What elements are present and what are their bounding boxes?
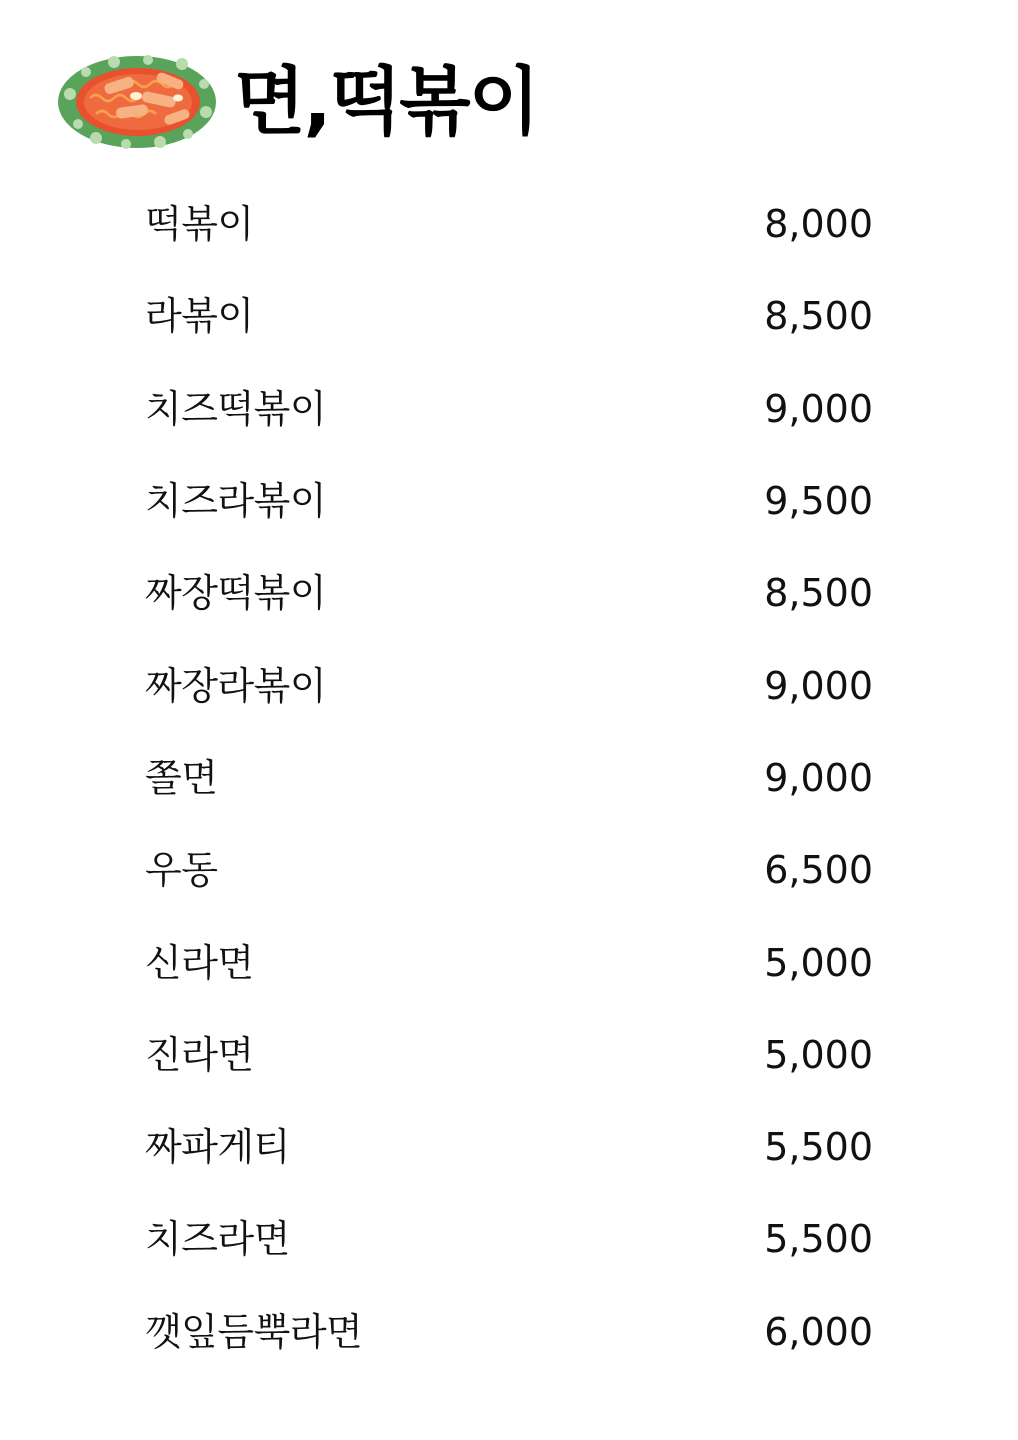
- menu-item: [145, 1286, 873, 1378]
- menu-item: [145, 363, 873, 455]
- menu-item: [145, 916, 873, 1008]
- menu-item-price: 8,000: [764, 202, 873, 247]
- menu-item: [145, 824, 873, 916]
- menu-item-name: 치즈라볶이: [145, 479, 327, 524]
- menu-item: [145, 639, 873, 731]
- menu-item-name: 신라면: [145, 940, 254, 985]
- menu-item-name: 치즈라면: [145, 1217, 290, 1262]
- menu-item-price: 6,000: [764, 1309, 873, 1354]
- menu-item-name: 치즈떡볶이: [145, 386, 327, 431]
- menu-item-name: 진라면: [145, 1032, 254, 1077]
- menu-item-price: 9,000: [764, 663, 873, 708]
- menu-item-name: 깻잎듬뿍라면: [145, 1309, 363, 1354]
- menu-item-price: 5,500: [764, 1125, 873, 1170]
- menu-item: [145, 547, 873, 639]
- menu-item: [145, 455, 873, 547]
- menu-item: [145, 1009, 873, 1101]
- menu-item-name: 짜장라볶이: [145, 663, 327, 708]
- menu-item: [145, 270, 873, 362]
- menu-header: [56, 52, 538, 152]
- menu-item: [145, 732, 873, 824]
- menu-item-price: 8,500: [764, 294, 873, 339]
- menu-item-price: 5,000: [764, 940, 873, 985]
- menu-item-name: 짜파게티: [145, 1125, 290, 1170]
- menu-item-price: 9,500: [764, 479, 873, 524]
- menu-item: [145, 1101, 873, 1193]
- menu-item-name: 짜장떡볶이: [145, 571, 327, 616]
- menu-item-price: 6,500: [764, 848, 873, 893]
- menu-item-price: 8,500: [764, 571, 873, 616]
- tteokbokki-plate-icon: [56, 54, 218, 150]
- menu-list: [145, 178, 873, 1378]
- menu-item-name: 떡볶이: [145, 202, 254, 247]
- menu-item: [145, 178, 873, 270]
- menu-item-price: 5,500: [764, 1217, 873, 1262]
- menu-item-name: 쫄면: [145, 755, 218, 800]
- menu-item: [145, 1193, 873, 1285]
- menu-item-price: 9,000: [764, 755, 873, 800]
- page-title: 면,떡볶이: [234, 59, 539, 145]
- menu-item-price: 5,000: [764, 1032, 873, 1077]
- menu-item-name: 라볶이: [145, 294, 254, 339]
- menu-item-price: 9,000: [764, 386, 873, 431]
- menu-item-name: 우동: [145, 848, 218, 893]
